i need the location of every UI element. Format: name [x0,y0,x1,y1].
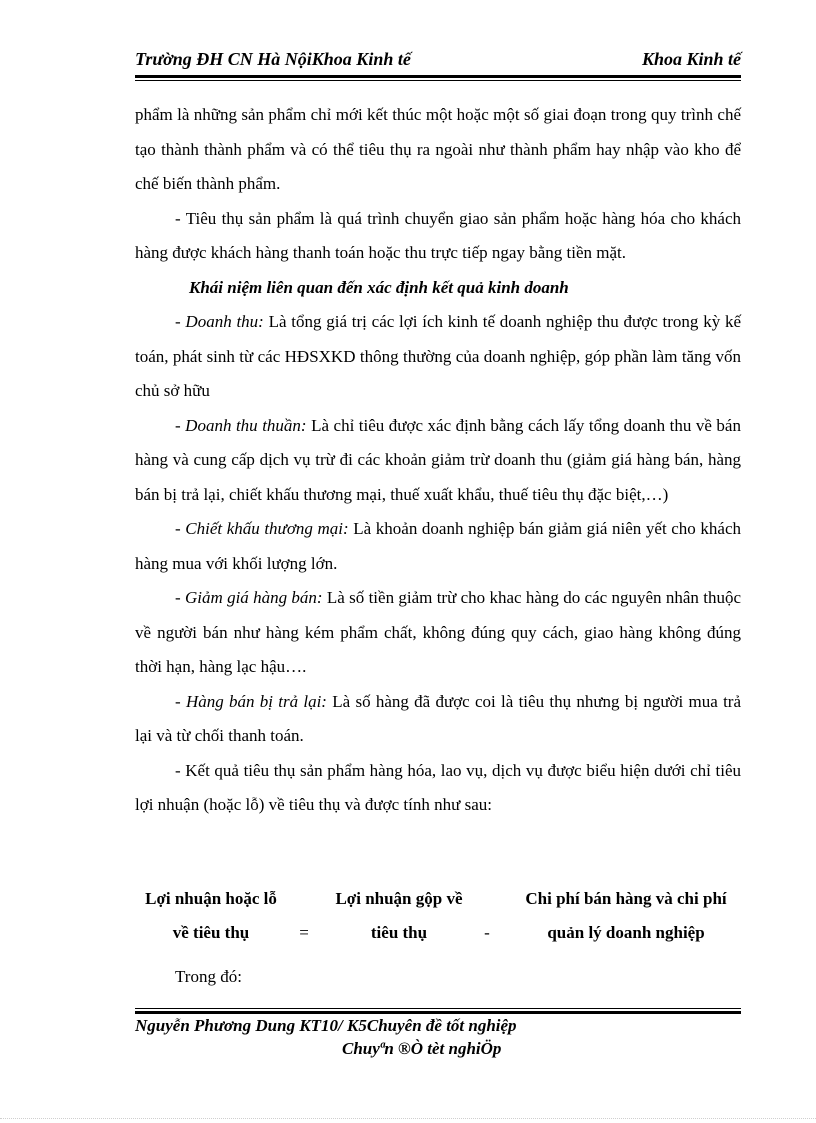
profit-formula [135,882,741,952]
paragraph-ket-qua: - Kết quả tiêu thụ sản phẩm hàng hóa, lao vụ, dịch vụ được biểu hiện dưới chỉ tiêu lợi nhuận (hoặc lỗ) về tiêu thụ và được tính như sau: [135,760,741,814]
paragraph-hang-ban-tra-lai [135,685,741,754]
paragraph-doanh-thu [135,305,741,409]
footer-line-2: Chuyªn ®Ò tèt nghiÖp [342,1039,502,1058]
document-body [135,98,741,823]
formula-term-profit: Lợi nhuận hoặc lỗ về tiêu thụ [145,889,277,942]
section-subheading: Khái niệm liên quan đến xác định kết quả kinh doanh [189,277,569,297]
formula-term-expenses: Chi phí bán hàng và chi phí quản lý doanh nghiệp [525,889,727,942]
paragraph-giam-gia [135,581,741,685]
page-header [135,49,741,75]
paragraph-chiet-khau [135,512,741,581]
footer-line-1: Nguyễn Phương Dung KT10/ K5Chuyên đề tốt nghiệp [135,1016,517,1035]
definition-giam-gia: Là số tiền giảm trừ cho khac hàng do các nguyên nhân thuộc về người bán như hàng kém phẩm chất, không đúng quy cách, giao hàng không đúng thời hạn, hàng lạc hậu…. [135,588,741,676]
term-giam-gia: Giảm giá hàng bán: [184,588,323,607]
formula-equals-sign: = [299,923,309,942]
dash: - [175,312,186,331]
header-rule [135,75,741,81]
dash: - [175,415,186,435]
definition-doanh-thu-thuan: Là chỉ tiêu được xác định bằng cách lấy tổng doanh thu về bán hàng và cung cấp dịch vụ trừ đi các khoản giảm trừ doanh thu (giảm giá hàng bán, hàng bán bị trả lại, chiết khấu thương mại, thuế xuất khẩu, thuế tiêu thụ đặc biệt,…) [135,415,741,504]
dash: - [175,588,185,607]
header-left-text: Trường ĐH CN Hà NộiKhoa Kinh tế [135,49,411,69]
page-footer [135,1014,741,1060]
formula-term-gross-profit: Lợi nhuận gộp về tiêu thụ [335,889,463,942]
dash: - [175,519,186,538]
dash: - [175,691,186,711]
header-right-text: Khoa Kinh tế [641,49,741,69]
term-doanh-thu-thuan: Doanh thu thuần: [185,415,307,435]
paragraph-tieu-thu: - Tiêu thụ sản phẩm là quá trình chuyển giao sản phẩm hoặc hàng hóa cho khách hàng được khách hàng thanh toán hoặc thu trực tiếp ngay bằng tiền mặt. [135,208,741,262]
paragraph-continuation: phẩm là những sản phẩm chỉ mới kết thúc một hoặc một số giai đoạn trong quy trình chế tạo thành thành phẩm và có thể tiêu thụ ra ngoài như thành phẩm hay nhập vào kho để chế biến thành phẩm. [135,105,741,193]
page-edge [0,1118,816,1119]
paragraph-doanh-thu-thuan [135,409,741,513]
definition-chiet-khau: Là khoản doanh nghiệp bán giảm giá niên yết cho khách hàng mua với khối lượng lớn. [135,519,741,573]
definition-hang-ban-tra-lai: Là số hàng đã được coi là tiêu thụ nhưng bị người mua trả lại và từ chối thanh toán. [135,691,741,745]
term-hang-ban-tra-lai: Hàng bán bị trả lại: [185,691,327,711]
formula-minus-sign: - [484,923,490,942]
definition-doanh-thu: Là tổng giá trị các lợi ích kinh tế doanh nghiệp thu được trong kỳ kế toán, phát sinh từ các HĐSXKD thông thường của doanh nghiệp, góp phần làm tăng vốn chủ sở hữu [135,312,741,400]
trong-do-label: Trong đó: [175,967,242,986]
term-doanh-thu: Doanh thu: [185,312,264,331]
term-chiet-khau: Chiết khấu thương mại: [185,519,349,538]
